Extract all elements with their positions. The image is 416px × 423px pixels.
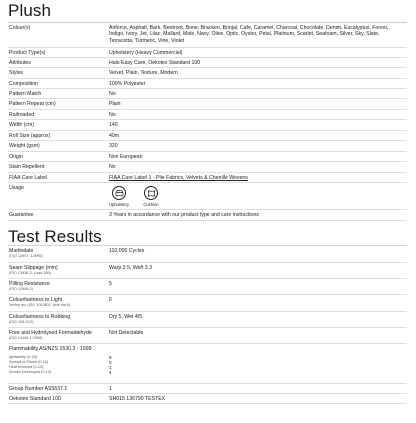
spec-row xyxy=(8,120,407,131)
flam-value: 8 xyxy=(109,355,112,360)
spec-row xyxy=(8,99,407,110)
spec-value: Airforce, Asphalt, Bark, Beetroot, Bone, Bracken, Brinjal, Cafe, Caramel, Charcoal, Chocolate, Denim, Eucalyptus, Forest, Indigo, Ivory, Jet, Lilac, Mallard, Mole, Navy, Olive, Optic, Oyster, Petal, Platinum, Scarlet, Seafoam, Silver, Sky, Slate, Terracotta, Turmeric, Vine, Violet xyxy=(109,25,389,44)
spec-key: Product Type(s) xyxy=(9,50,46,56)
result-standard: (ISO 12945-2) xyxy=(9,287,34,292)
flam-value: 1 xyxy=(109,365,112,370)
product-title: Plush xyxy=(8,1,52,20)
result-row xyxy=(8,394,407,404)
result-value: 6 xyxy=(109,297,112,303)
test-results-heading: Test Results xyxy=(8,227,102,246)
result-standard: (ISO 14184-1:1998) xyxy=(9,336,43,341)
spec-key: Weight (gsm) xyxy=(9,143,40,149)
spec-row xyxy=(8,141,407,152)
spec-value: Upholstery (Heavy Commercial) xyxy=(109,50,183,56)
flam-value: 0 xyxy=(109,360,112,365)
spec-key: Composition xyxy=(9,81,38,87)
spec-value: No xyxy=(109,112,116,118)
result-key: Colourfastness to Light Xenon arc (ISO 105-B02, blue std 6) xyxy=(9,297,71,308)
result-key: Flammability AS/NZS 1530.3 - 1999 Ignitability (0-20) Spread of Flame (0-10) Heat Involved (0-10) Smoke Developed (0-10) xyxy=(9,346,92,375)
usage-icons xyxy=(109,186,405,207)
flam-values xyxy=(109,355,405,375)
flam-label: Smoke Developed (0-10) xyxy=(9,370,52,375)
result-key: Free and Hydrolysed Formaldehyde (ISO 14184-1:1998) xyxy=(9,330,92,341)
result-value: 5 xyxy=(109,281,112,287)
spec-value: 140 xyxy=(109,122,118,128)
usage-item-upholstery xyxy=(109,186,129,207)
spec-row-usage xyxy=(8,183,407,210)
result-key: Seam Slippage (mm) (ISO 13936-2, Load 180) xyxy=(9,265,58,276)
spec-row xyxy=(8,152,407,162)
spec-key: Pattern Match xyxy=(9,91,42,97)
result-row xyxy=(8,279,407,295)
spec-value: No xyxy=(109,164,116,170)
flam-label: Spread of Flame (0-10) xyxy=(9,360,49,365)
spec-value: 40m xyxy=(109,133,120,139)
spec-key: Stain Repellent xyxy=(9,164,45,170)
spec-value: Halo Easy Care, Oekotex Standard 100 xyxy=(109,60,201,66)
result-standard: Xenon arc (ISO 105-B02, blue std 6) xyxy=(9,303,71,308)
spec-row xyxy=(8,210,407,221)
result-key: Group Number AS5637.1 xyxy=(9,386,68,392)
armchair-icon xyxy=(112,186,126,200)
usage-item-cushion xyxy=(141,186,161,207)
flam-label: Ignitability (0-20) xyxy=(9,355,38,360)
spec-key: Attributes xyxy=(9,60,31,66)
spec-value: 3 Years in accordance with our product type and care instructions xyxy=(109,212,259,218)
results-table xyxy=(8,245,407,404)
flam-value: 4 xyxy=(109,370,112,375)
spec-row xyxy=(8,68,407,79)
spec-row xyxy=(8,110,407,120)
result-value: Warp 3.5, Weft 3.3 xyxy=(109,265,152,271)
spec-key: Origin xyxy=(9,154,23,160)
care-label-link[interactable]: FIAA Care Label 1 - Pile Fabrics, Velvets & Chenille Wovens xyxy=(109,175,248,181)
specs-table xyxy=(8,22,407,221)
spec-key: Pattern Repeat (cm) xyxy=(9,101,56,107)
result-row-flammability xyxy=(8,344,407,384)
result-row xyxy=(8,328,407,344)
spec-key: Width (cm) xyxy=(9,122,35,128)
result-key: Pilling Resistance (ISO 12945-2) xyxy=(9,281,50,292)
result-key: Oekotex Standard 100 xyxy=(9,396,61,402)
result-key: Colourfastness to Rubbing (ISO 105-X12) xyxy=(9,314,71,325)
cushion-icon xyxy=(144,186,158,200)
result-key: Martindale (ISO 12947, 12kPA) xyxy=(9,248,43,259)
spec-row-colours xyxy=(8,23,407,48)
spec-row xyxy=(8,79,407,89)
result-value: Not Detectable xyxy=(109,330,144,336)
spec-row xyxy=(8,162,407,173)
usage-label: Upholstery xyxy=(109,202,130,207)
result-row xyxy=(8,312,407,328)
result-value: SH015 136790 TESTEX xyxy=(109,396,166,402)
spec-key: Usage xyxy=(9,185,24,191)
spec-row xyxy=(8,89,407,99)
result-standard: (ISO 12947, 12kPA) xyxy=(9,254,43,259)
result-row xyxy=(8,295,407,312)
spec-row xyxy=(8,58,407,68)
result-standard: (ISO 13936-2, Load 180) xyxy=(9,271,52,276)
result-row xyxy=(8,246,407,263)
spec-value: Velvet, Plain, Texture, Modern xyxy=(109,70,178,76)
result-value: 1 xyxy=(109,386,112,392)
spec-value: Non European xyxy=(109,154,143,160)
spec-key: FIAA Care Label xyxy=(9,175,48,181)
spec-value: 100% Polyester xyxy=(109,81,146,87)
spec-value: 320 xyxy=(109,143,118,149)
spec-value: Plain xyxy=(109,101,121,107)
spec-key: Roll Size (approx) xyxy=(9,133,51,139)
spec-row xyxy=(8,173,407,183)
usage-label: Cushion xyxy=(143,202,159,207)
spec-row xyxy=(8,48,407,58)
flam-label: Heat Involved (0-10) xyxy=(9,365,44,370)
result-row xyxy=(8,263,407,279)
result-value: Dry 5, Wet 4/5 xyxy=(109,314,143,320)
spec-key: Styles xyxy=(9,70,24,76)
result-value: 110,000 Cycles xyxy=(109,248,145,254)
spec-value: No xyxy=(109,91,116,97)
spec-key: Railroaded xyxy=(9,112,35,118)
spec-row xyxy=(8,131,407,141)
result-row xyxy=(8,384,407,394)
spec-key: Guarantee xyxy=(9,212,34,218)
result-standard: (ISO 105-X12) xyxy=(9,320,34,325)
spec-key: Colour(s) xyxy=(9,25,31,31)
